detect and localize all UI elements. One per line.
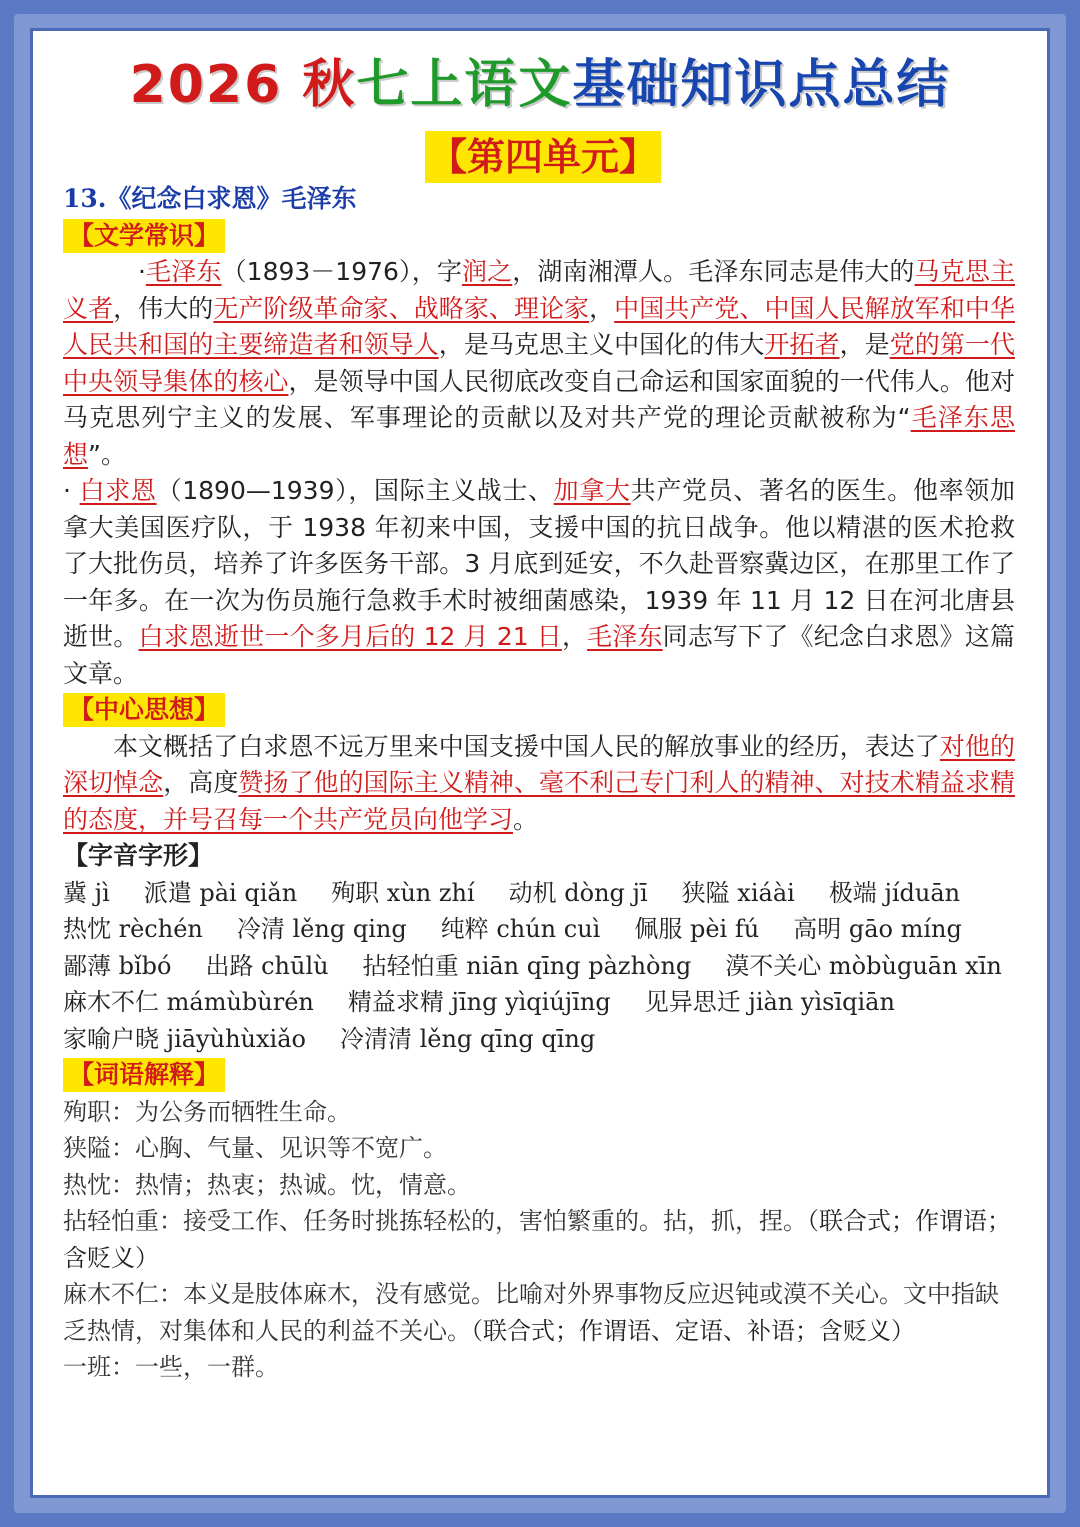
- pronunciation-item: 派遣 pài qiǎn: [143, 878, 298, 907]
- text: ，是马克思主义中国化的伟大: [438, 330, 765, 359]
- text: ，湖南湘潭人。毛泽东同志是伟大的: [512, 257, 915, 286]
- text: 。: [513, 804, 539, 834]
- content-body: [63, 181, 1015, 1386]
- pronunciation-item: 动机 dòng jī: [508, 878, 648, 907]
- pronunciation-row: [63, 984, 1015, 1021]
- pronunciation-item: 热忱 rèchén: [63, 915, 203, 943]
- pronunciation-row: [63, 1021, 1015, 1058]
- pronunciation-item: 精益求精 jīng yìqiújīng: [347, 988, 611, 1016]
- literature-paragraph-bethune: [63, 473, 1015, 692]
- key-term: 毛泽东: [587, 622, 663, 651]
- vocab-item: 狭隘：心胸、气量、见识等不宽广。: [63, 1134, 447, 1162]
- key-term: 中国共产党、中国人民解放军和中华人民共和国的主要缔造者和领导人: [63, 293, 1015, 359]
- text: 同志写下了《纪念白求恩》这篇文章。: [63, 622, 1015, 688]
- pronunciation-row: [63, 948, 1015, 985]
- pronunciation-item: 拈轻怕重 niān qīng pàzhòng: [362, 951, 692, 980]
- vocab-item: 一班：一些，一群。: [63, 1353, 279, 1381]
- key-term: 党的第一代中央领导集体的核心: [63, 330, 1015, 396]
- lesson-title: 13.《纪念白求恩》毛泽东: [63, 184, 357, 213]
- definition-text: 麻木不仁：本义是肢体麻木，没有感觉。比喻对外界事物反应迟钝或漠不关心。文中指缺乏热情，对集体和人民的利益不关心。: [63, 1280, 999, 1345]
- key-term: 马克思主义者: [63, 257, 1015, 323]
- title-part-subject: 七上语文: [356, 55, 573, 115]
- text: 本文概括了白求恩不远万里来中国支援中国人民的解放事业的经历，表达了: [113, 731, 940, 761]
- text: ，伟大的: [113, 293, 214, 323]
- grammar-note: （联合式；作谓语、定语、补语；含贬义）: [471, 1316, 915, 1345]
- text: （1893－1976），字: [221, 257, 462, 286]
- pronunciation-list: [63, 875, 1015, 1058]
- text: （1890—1939），国际主义战士、: [156, 476, 554, 505]
- text: ，是: [839, 330, 890, 359]
- title-part-topic: 基础知识点总结: [572, 55, 951, 115]
- pronunciation-item: 冷清清 lěng qīng qīng: [339, 1024, 596, 1053]
- pronunciation-item: 漠不关心 mòbùguān xīn: [725, 951, 1002, 980]
- pronunciation-item: 见异思迁 jiàn yìsīqiān: [644, 988, 895, 1016]
- text: ，高度: [163, 768, 239, 797]
- vocab-list: [63, 1094, 1015, 1386]
- key-term: 加拿大: [553, 476, 631, 505]
- text: 共产党员、著名的医生。他率领加拿大美国医疗队，于 1938 年初来中国，支援中国的抗日战争。他以精湛的医术抢救了大批伤员，培养了许多医务干部。3 月底到延安，不久赴晋察冀边区，在那里工作了一年多。在一次为伤员施行急救手术时被细菌感染，1939 年 11 月 12 日在河北唐县逝世。: [63, 476, 1015, 651]
- grammar-note: （联合式；作谓语；含贬义）: [63, 1207, 1011, 1272]
- section-heading-literature: 【文学常识】: [63, 219, 225, 253]
- theme-paragraph: [63, 729, 1015, 839]
- pronunciation-item: 麻木不仁 mámùbùrén: [63, 988, 314, 1016]
- section-heading-theme: 【中心思想】: [63, 693, 225, 727]
- key-term: 毛泽东思想: [63, 403, 1015, 469]
- definition-text: 拈轻怕重：接受工作、任务时挑拣轻松的，害怕繁重的。拈，抓，捏。: [63, 1207, 807, 1235]
- text: ，: [561, 622, 588, 651]
- vocab-item: [63, 1203, 1015, 1276]
- unit-badge: 【第四单元】: [425, 131, 661, 183]
- page-title: [33, 53, 1047, 117]
- key-term: 无产阶级革命家、战略家、理论家: [213, 293, 590, 323]
- vocab-item: [63, 1276, 1015, 1349]
- key-term: 对他的深切悼念: [63, 731, 1015, 797]
- vocab-item: 热忱：热情；热衷；热诚。忱，情意。: [63, 1170, 471, 1199]
- pronunciation-item: 冷清 lěng qing: [236, 915, 407, 943]
- title-part-year: 2026 秋: [129, 55, 357, 115]
- literature-paragraph-mao: [63, 254, 1015, 473]
- pronunciation-item: 出路 chūlù: [205, 951, 329, 980]
- text: ，: [589, 293, 615, 323]
- pronunciation-item: 纯粹 chún cuì: [440, 915, 601, 943]
- pronunciation-item: 冀 jì: [63, 878, 110, 907]
- pronunciation-item: 高明 gāo míng: [793, 915, 962, 943]
- document-page: [30, 28, 1050, 1498]
- vocab-item: 殉职：为公务而牺牲生命。: [63, 1097, 351, 1126]
- bullet: ·: [138, 257, 146, 286]
- text: ”。: [88, 439, 126, 469]
- key-term: 赞扬了他的国际主义精神、毫不利己专门利人的精神、对技术精益求精的态度，并号召每一个共产党员向他学习: [63, 768, 1015, 834]
- key-term: 毛泽东: [145, 257, 222, 286]
- pronunciation-item: 殉职 xùn zhí: [331, 878, 475, 907]
- section-heading-vocab: 【词语解释】: [63, 1058, 225, 1092]
- pronunciation-item: 鄙薄 bǐbó: [63, 951, 172, 980]
- text: ，是领导中国人民彻底改变自己命运和国家面貌的一代伟人。他对马克思列宁主义的发展、军事理论的贡献以及对共产党的理论贡献被称为“: [63, 366, 1015, 432]
- key-term: 润之: [461, 257, 513, 286]
- key-term: 白求恩逝世一个多月后的 12 月 21 日: [138, 622, 562, 651]
- pronunciation-item: 狭隘 xiáài: [681, 878, 795, 907]
- pronunciation-item: 极端 jíduān: [828, 878, 961, 907]
- key-term: 开拓者: [764, 330, 840, 359]
- pronunciation-item: 佩服 pèi fú: [634, 915, 760, 943]
- pronunciation-item: 家喻户晓 jiāyùhùxiǎo: [63, 1024, 306, 1053]
- pronunciation-row: [63, 911, 1015, 948]
- pronunciation-row: [63, 875, 1015, 912]
- key-term: 白求恩: [79, 476, 157, 505]
- section-heading-pronunciation: 【字音字形】: [63, 841, 214, 870]
- bullet: ·: [63, 476, 71, 505]
